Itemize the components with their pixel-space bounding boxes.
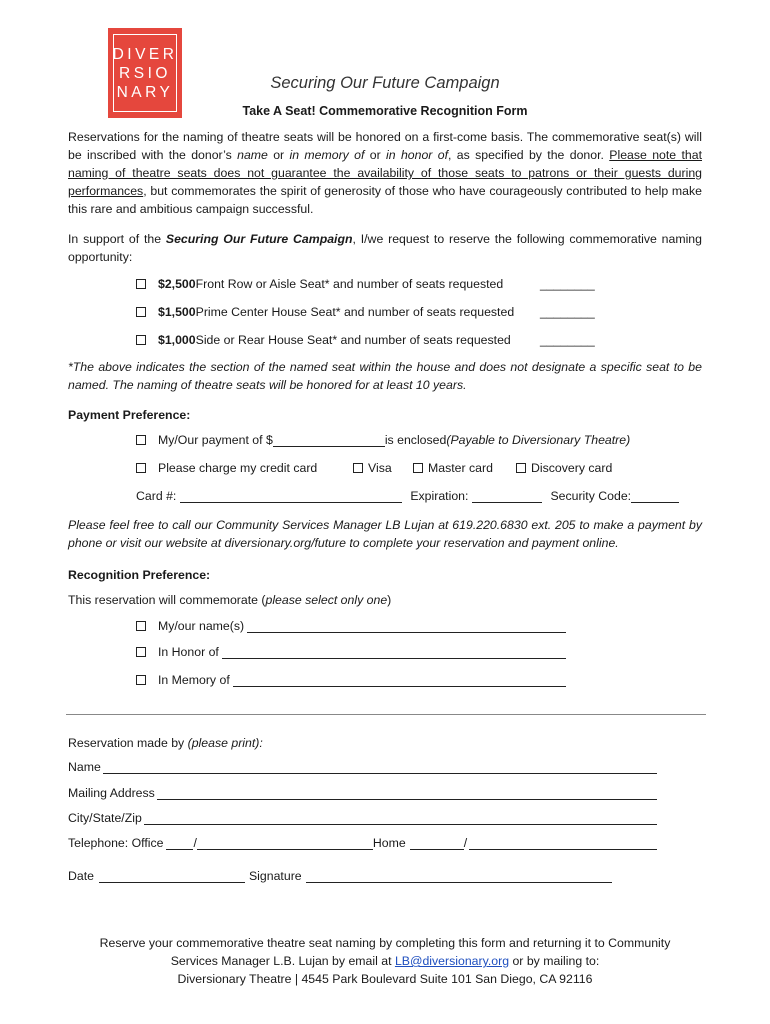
logo-line-1: DIVER [112, 45, 178, 63]
checkbox[interactable] [136, 279, 146, 289]
checkbox[interactable] [353, 463, 363, 473]
telephone-slash: / [463, 836, 468, 850]
seat-price: $2,500 [158, 277, 196, 291]
visa-option[interactable] [353, 461, 392, 475]
signature-label: Signature [248, 869, 302, 883]
payment-credit-option[interactable] [136, 461, 317, 475]
name-row [68, 760, 657, 774]
telephone-label: Telephone: Office [68, 836, 164, 850]
date-field[interactable] [99, 870, 245, 883]
seat-count-field-1000[interactable]: ________ [540, 333, 595, 347]
intro-note: Please note that naming of theatre seats does not guarantee the availability of those seats to patrons or their guests during performances [68, 148, 702, 198]
name-field[interactable] [103, 761, 657, 774]
footer-text: or by mailing to: [509, 954, 600, 968]
recognition-intro-text: This reservation will commemorate ( [68, 593, 266, 607]
intro-or: or [267, 148, 290, 162]
recognition-intro [68, 593, 391, 607]
seat-price: $1,000 [158, 333, 196, 347]
call-note: Please feel free to call our Community Services Manager LB Lujan at 619.220.6830 ext. 205 to make a payment by phone or visit our website at diversionary.org/future to complete your reservation and payment online. [68, 518, 702, 550]
payment-amount-field[interactable] [273, 434, 385, 447]
intro-or: or [364, 148, 387, 162]
seat-label: Front Row or Aisle Seat* and number of seats requested [195, 277, 504, 291]
seat-note: *The above indicates the section of the named seat within the house and does not designate a specific seat to be named. The naming of theatre seats will be honored for at least 10 years. [68, 360, 702, 392]
logo-line-3: NARY [116, 83, 174, 101]
recognition-option-memory[interactable] [136, 673, 566, 687]
seat-price: $1,500 [158, 305, 196, 319]
security-code-field[interactable] [631, 490, 679, 503]
office-area-code-field[interactable] [166, 837, 193, 850]
seat-label: Side or Rear House Seat* and number of seats requested [195, 333, 511, 347]
payment-enclosed-option[interactable] [136, 433, 630, 447]
card-number-field[interactable] [180, 490, 402, 503]
footer-text: Services Manager L.B. Lujan by email at [170, 954, 395, 968]
date-signature-row [68, 869, 612, 883]
office-number-field[interactable] [197, 837, 373, 850]
payment-enclosed-text: is enclosed [384, 433, 447, 447]
telephone-row [68, 836, 657, 850]
recognition-name-field[interactable] [247, 620, 566, 633]
made-by-note: (please print): [187, 736, 263, 750]
telephone-slash: / [193, 836, 197, 850]
recognition-intro-note: please select only one [265, 593, 388, 607]
payment-charge-label: Please charge my credit card [158, 461, 318, 475]
recognition-option-honor[interactable] [136, 645, 566, 659]
checkbox[interactable] [136, 647, 146, 657]
campaign-title: Securing Our Future Campaign [270, 74, 500, 92]
recognition-option-label: In Memory of [158, 673, 230, 687]
section-divider [66, 714, 706, 715]
footer-line-3: Diversionary Theatre | 4545 Park Boulevard Suite 101 San Diego, CA 92116 [177, 972, 593, 986]
seat-option-1000[interactable] [136, 333, 511, 347]
recognition-honor-field[interactable] [222, 646, 566, 659]
intro-honor: in honor of [386, 148, 449, 162]
intro-text: Reservations for the naming of theatre seats will be honored on a first-come basis. The commemorative seat(s) will be inscribed with the donor’s [68, 130, 702, 162]
seat-option-1500[interactable] [136, 305, 514, 319]
payment-enclosed-label: My/Our payment of $ [158, 433, 273, 447]
checkbox[interactable] [136, 307, 146, 317]
home-area-code-field[interactable] [410, 837, 464, 850]
checkbox[interactable] [136, 621, 146, 631]
checkbox[interactable] [413, 463, 423, 473]
address-row [68, 786, 657, 800]
checkbox[interactable] [136, 335, 146, 345]
seat-option-2500[interactable] [136, 277, 503, 291]
support-campaign: Securing Our Future Campaign [165, 232, 353, 246]
reservation-made-by [68, 736, 263, 750]
checkbox[interactable] [136, 675, 146, 685]
seat-label: Prime Center House Seat* and number of seats requested [195, 305, 515, 319]
expiration-field[interactable] [472, 490, 542, 503]
checkbox[interactable] [136, 435, 146, 445]
made-by-label: Reservation made by [68, 736, 188, 750]
email-link[interactable]: LB@diversionary.org [394, 954, 510, 968]
city-field[interactable] [144, 812, 657, 825]
city-label: City/State/Zip [68, 811, 142, 825]
payment-heading: Payment Preference: [68, 408, 191, 422]
recognition-intro-text: ) [387, 593, 392, 607]
seat-count-field-2500[interactable]: ________ [540, 277, 595, 291]
mastercard-label: Master card [428, 461, 493, 475]
date-label: Date [68, 869, 94, 883]
intro-text: , but commemorates the spirit of generosity of those who have courageously contributed to help make this rare and ambitious campaign successful. [68, 184, 702, 216]
address-label: Mailing Address [68, 786, 155, 800]
intro-text: , as specified by the donor. [448, 148, 610, 162]
card-number-label: Card #: [136, 489, 177, 503]
support-paragraph [68, 230, 702, 266]
recognition-option-label: My/our name(s) [158, 619, 245, 633]
mastercard-option[interactable] [413, 461, 493, 475]
intro-name: name [237, 148, 268, 162]
name-label: Name [68, 760, 101, 774]
recognition-option-my-name[interactable] [136, 619, 566, 633]
home-label: Home [372, 836, 406, 850]
checkbox[interactable] [136, 463, 146, 473]
card-details-row [136, 489, 679, 503]
address-field[interactable] [157, 787, 657, 800]
footer-line-1: Reserve your commemorative theatre seat naming by completing this form and returning it to Community [99, 936, 671, 950]
checkbox[interactable] [516, 463, 526, 473]
recognition-memory-field[interactable] [233, 674, 566, 687]
home-number-field[interactable] [469, 837, 657, 850]
signature-field[interactable] [306, 870, 612, 883]
support-text: In support of the [68, 232, 166, 246]
payment-payable-note: (Payable to Diversionary Theatre) [446, 433, 631, 447]
intro-memory: in memory of [289, 148, 365, 162]
form-title: Take A Seat! Commemorative Recognition Form [242, 104, 528, 118]
support-text: , I/we request to reserve the following commemorative naming opportunity: [68, 232, 702, 264]
footer-line-2 [0, 952, 770, 970]
security-code-label: Security Code: [550, 489, 632, 503]
logo-line-2: RSIO [119, 64, 171, 82]
city-row [68, 811, 657, 825]
recognition-option-label: In Honor of [158, 645, 219, 659]
discovery-label: Discovery card [531, 461, 613, 475]
expiration-label: Expiration: [410, 489, 469, 503]
discovery-option[interactable] [516, 461, 612, 475]
visa-label: Visa [368, 461, 392, 475]
intro-paragraph [68, 128, 702, 218]
recognition-heading: Recognition Preference: [68, 568, 211, 582]
seat-count-field-1500[interactable]: ________ [540, 305, 595, 319]
